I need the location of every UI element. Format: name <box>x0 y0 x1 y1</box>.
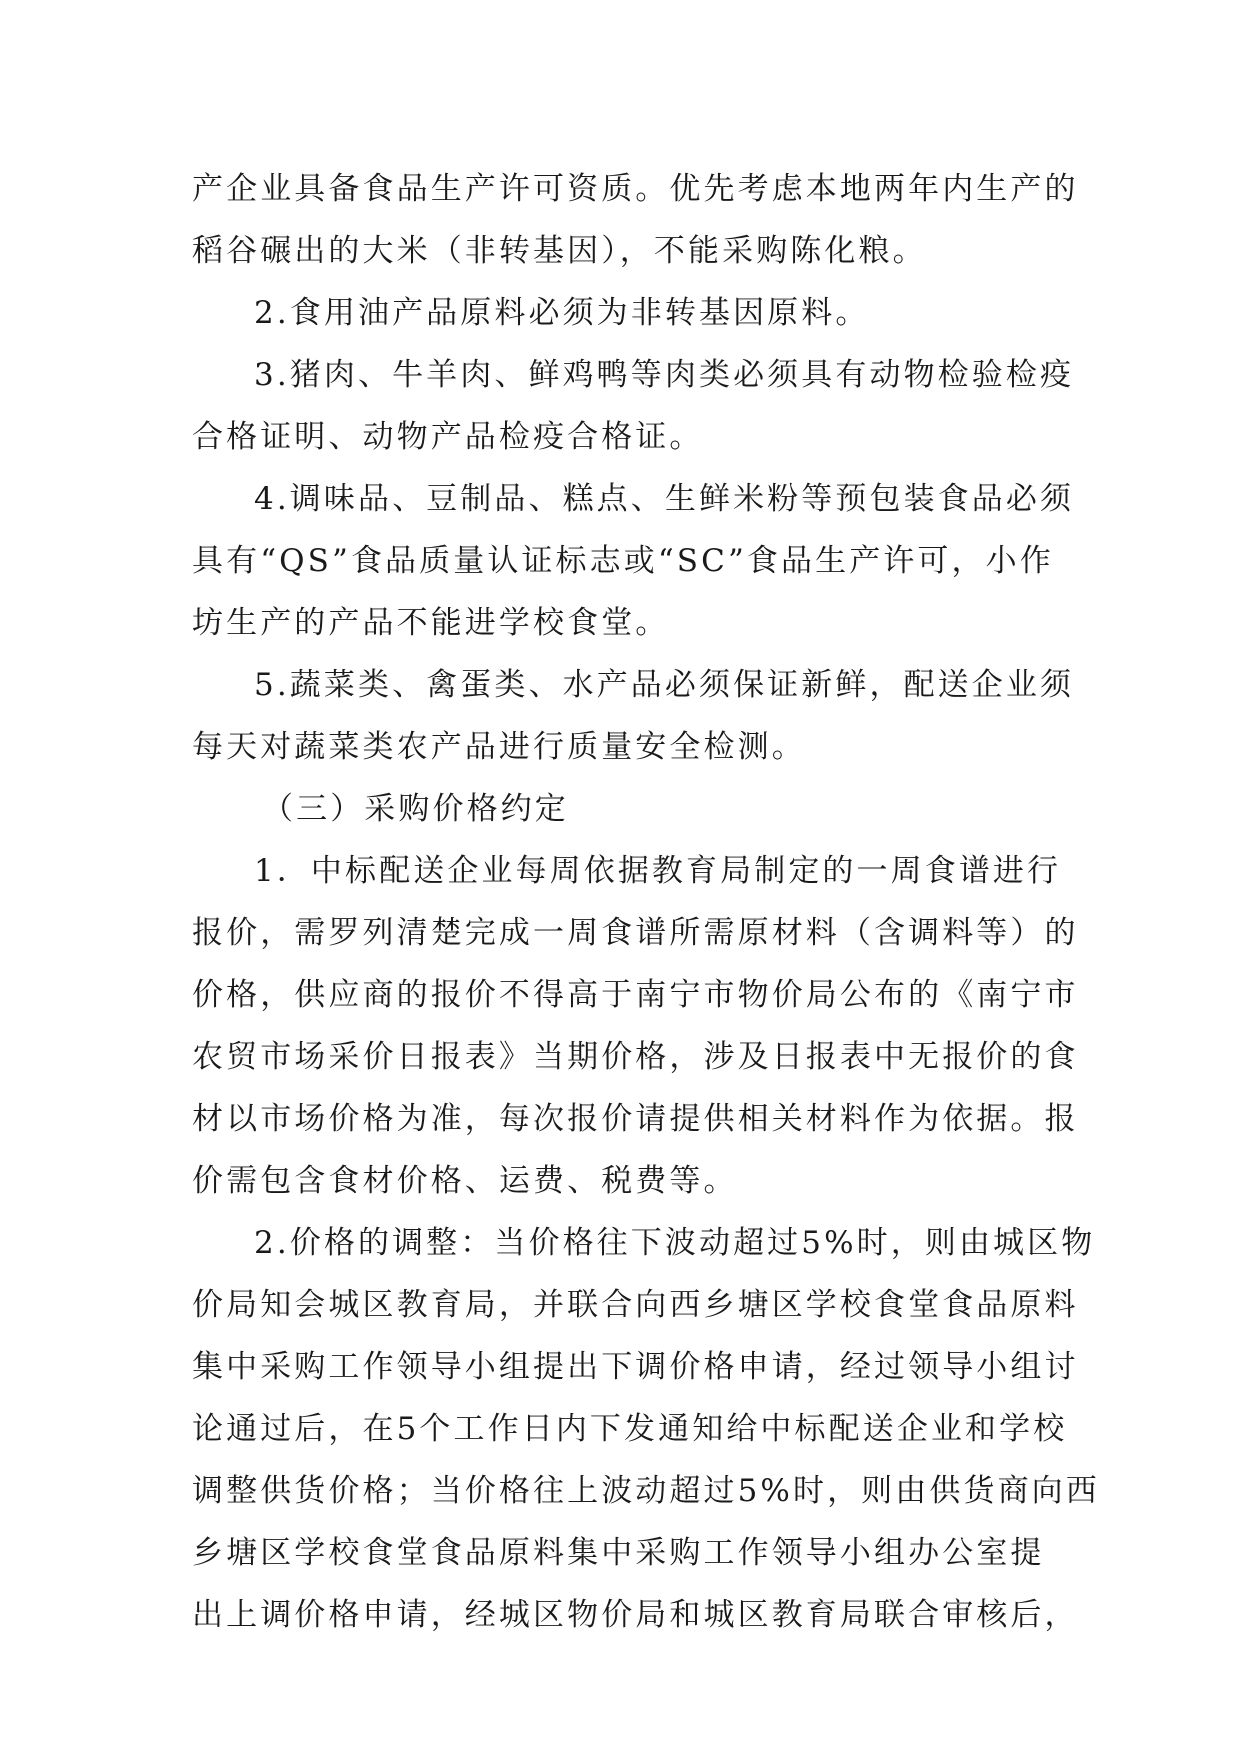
text-line: 报价，需罗列清楚完成一周食谱所需原材料（含调料等）的 <box>192 915 1079 951</box>
text-line: 稻谷碾出的大米（非转基因），不能采购陈化粮。 <box>192 233 927 269</box>
text-line: 出上调价格申请，经城区物价局和城区教育局联合审核后， <box>192 1597 1079 1633</box>
text-line: 2.食用油产品原料必须为非转基因原料。 <box>254 295 870 331</box>
text-line: 5.蔬菜类、禽蛋类、水产品必须保证新鲜，配送企业须 <box>254 667 1075 703</box>
text-line: 材以市场价格为准，每次报价请提供相关材料作为依据。报 <box>192 1101 1079 1137</box>
text-line: 3.猪肉、牛羊肉、鲜鸡鸭等肉类必须具有动物检验检疫 <box>254 357 1075 393</box>
text-line: 产企业具备食品生产许可资质。优先考虑本地两年内生产的 <box>192 171 1079 207</box>
text-line: 具有“QS”食品质量认证标志或“SC”食品生产许可，小作 <box>192 543 1054 579</box>
section-heading: （三）采购价格约定 <box>262 791 569 827</box>
text-line: 价格，供应商的报价不得高于南宁市物价局公布的《南宁市 <box>192 977 1079 1013</box>
text-line: 价局知会城区教育局，并联合向西乡塘区学校食堂食品原料 <box>192 1287 1079 1323</box>
text-line: 集中采购工作领导小组提出下调价格申请，经过领导小组讨 <box>192 1349 1079 1385</box>
text-line: 乡塘区学校食堂食品原料集中采购工作领导小组办公室提 <box>192 1535 1045 1571</box>
text-line: 4.调味品、豆制品、糕点、生鲜米粉等预包装食品必须 <box>254 481 1075 517</box>
text-line: 论通过后，在5个工作日内下发通知给中标配送企业和学校 <box>192 1411 1068 1447</box>
text-line: 每天对蔬菜类农产品进行质量安全检测。 <box>192 729 806 765</box>
text-line: 调整供货价格；当价格往上波动超过5%时，则由供货商向西 <box>192 1473 1100 1509</box>
text-line: 坊生产的产品不能进学校食堂。 <box>192 605 670 641</box>
text-line: 合格证明、动物产品检疫合格证。 <box>192 419 704 455</box>
text-line: 农贸市场采价日报表》当期价格，涉及日报表中无报价的食 <box>192 1039 1079 1075</box>
text-line: 1．中标配送企业每周依据教育局制定的一周食谱进行 <box>254 853 1062 889</box>
text-line: 价需包含食材价格、运费、税费等。 <box>192 1163 738 1199</box>
text-line: 2.价格的调整：当价格往下波动超过5%时，则由城区物 <box>254 1225 1096 1261</box>
document-body <box>192 158 1100 1646</box>
